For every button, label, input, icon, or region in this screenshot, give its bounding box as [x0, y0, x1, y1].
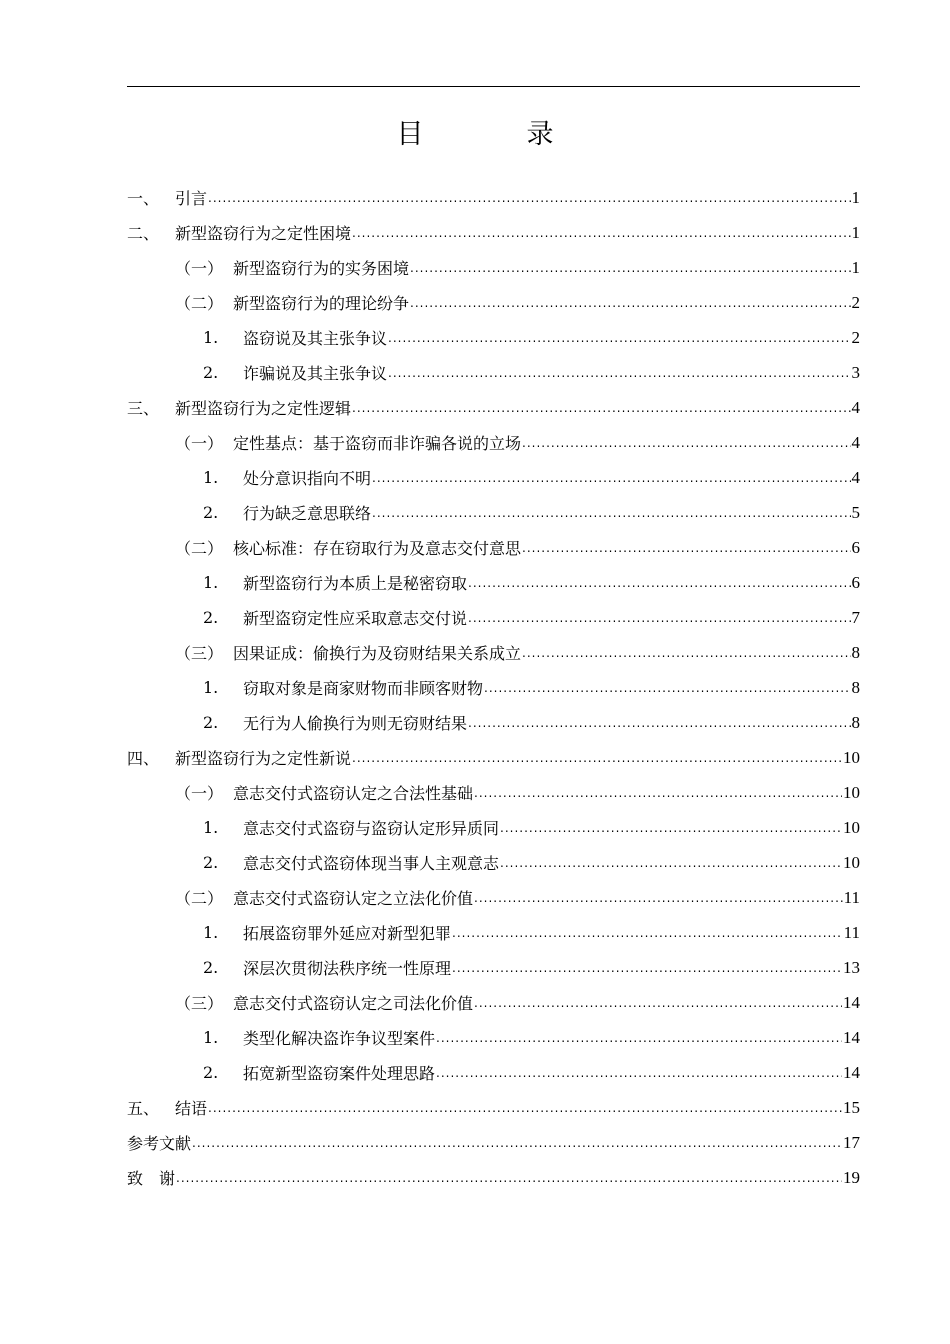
toc-entry-page: 1: [851, 257, 860, 277]
toc-entry-page: 14: [843, 1062, 860, 1082]
dot-leader: [410, 296, 850, 310]
dot-leader: [436, 1031, 842, 1045]
toc-entry[interactable]: [127, 1090, 860, 1125]
toc-entry[interactable]: [127, 985, 860, 1020]
toc-entry-number: 2.: [203, 363, 219, 382]
dot-leader: [500, 821, 842, 835]
dot-leader: [484, 681, 850, 695]
dot-leader: [352, 751, 842, 765]
dot-leader: [474, 996, 842, 1010]
toc-entry-title: 新型盗窃行为的理论纷争: [233, 294, 410, 313]
toc-entry-title: 行为缺乏意思联络: [243, 504, 372, 523]
toc-entry-page: 5: [851, 502, 860, 522]
toc-entry-page: 4: [851, 432, 860, 452]
toc-entry-title: 诈骗说及其主张争议: [243, 364, 388, 383]
toc-entry-page: 2: [851, 327, 860, 347]
toc-entry[interactable]: [127, 320, 860, 355]
toc-entry-number: 1.: [203, 923, 219, 942]
toc-entry-page: 7: [851, 607, 860, 627]
toc-entry-number: 2.: [203, 608, 219, 627]
toc-entry[interactable]: [127, 565, 860, 600]
toc-entry[interactable]: [127, 880, 860, 915]
toc-entry-title: 窃取对象是商家财物而非顾客财物: [243, 679, 484, 698]
toc-entry-number: 2.: [203, 958, 219, 977]
toc-entry-title: 引言: [175, 189, 208, 208]
toc-entry[interactable]: [127, 180, 860, 215]
toc-entry-number: 1.: [203, 328, 219, 347]
toc-entry[interactable]: [127, 845, 860, 880]
toc-entry[interactable]: [127, 670, 860, 705]
toc-entry[interactable]: [127, 250, 860, 285]
dot-leader: [176, 1171, 842, 1185]
toc-entry-title: 意志交付式盗窃认定之立法化价值: [233, 889, 474, 908]
toc-entry-title: 拓展盗窃罪外延应对新型犯罪: [243, 924, 452, 943]
toc-entry-page: 8: [851, 642, 860, 662]
toc-entry-number: 五、: [127, 1099, 160, 1118]
toc-entry-page: 10: [843, 782, 860, 802]
dot-leader: [388, 331, 850, 345]
toc-entry-title: 新型盗窃定性应采取意志交付说: [243, 609, 468, 628]
toc-entry[interactable]: [127, 635, 860, 670]
toc-entry-number: 2.: [203, 713, 219, 732]
toc-entry-title: 意志交付式盗窃认定之合法性基础: [233, 784, 474, 803]
dot-leader: [474, 786, 842, 800]
toc-entry-number: 一、: [127, 189, 160, 208]
toc-entry-number: 2.: [203, 503, 219, 522]
dot-leader: [468, 716, 850, 730]
toc-entry-number: （三）: [175, 994, 224, 1013]
toc-entry-page: 14: [843, 992, 860, 1012]
toc-entry-title: 因果证成：偷换行为及窃财结果关系成立: [233, 644, 522, 663]
dot-leader: [468, 576, 850, 590]
toc-entry-title: 类型化解决盗诈争议型案件: [243, 1029, 436, 1048]
toc-entry-page: 6: [851, 572, 860, 592]
toc-entry-page: 10: [843, 747, 860, 767]
dot-leader: [208, 1101, 842, 1115]
toc-entry-title: 深层次贯彻法秩序统一性原理: [243, 959, 452, 978]
toc-entry-number: 1.: [203, 468, 219, 487]
toc-entry-title: 盗窃说及其主张争议: [243, 329, 388, 348]
toc-entry-page: 14: [843, 1027, 860, 1047]
toc-entry-number: （二）: [175, 294, 224, 313]
dot-leader: [452, 961, 842, 975]
toc-entry-page: 10: [843, 817, 860, 837]
dot-leader: [468, 611, 850, 625]
toc-entry-page: 11: [843, 887, 860, 907]
toc-entry-title: 无行为人偷换行为则无窃财结果: [243, 714, 468, 733]
toc-entry-number: （一）: [175, 784, 224, 803]
toc-entry-number: （二）: [175, 539, 224, 558]
toc-entry-title: 意志交付式盗窃与盗窃认定形异质同: [243, 819, 500, 838]
toc-entry-number: 1.: [203, 678, 219, 697]
toc-entry-number: 三、: [127, 399, 160, 418]
toc-entry-page: 11: [843, 922, 860, 942]
toc-entry-page: 15: [843, 1097, 860, 1117]
toc-entry-title: 新型盗窃行为之定性困境: [175, 224, 352, 243]
dot-leader: [522, 646, 850, 660]
toc-entry[interactable]: [127, 740, 860, 775]
toc-entry-title: 处分意识指向不明: [243, 469, 372, 488]
dot-leader: [372, 506, 850, 520]
toc-entry-title: 致 谢: [127, 1169, 176, 1188]
toc-entry[interactable]: [127, 1160, 860, 1195]
toc-entry-title: 拓宽新型盗窃案件处理思路: [243, 1064, 436, 1083]
toc-entry[interactable]: [127, 600, 860, 635]
toc-entry-number: 二、: [127, 224, 160, 243]
dot-leader: [352, 401, 850, 415]
toc-entry[interactable]: [127, 775, 860, 810]
toc-entry-number: 1.: [203, 1028, 219, 1047]
toc-entry-title: 新型盗窃行为之定性新说: [175, 749, 352, 768]
toc-entry[interactable]: [127, 495, 860, 530]
dot-leader: [522, 436, 850, 450]
toc-entry-page: 17: [843, 1132, 860, 1152]
toc-entry[interactable]: [127, 285, 860, 320]
dot-leader: [352, 226, 850, 240]
dot-leader: [474, 891, 843, 905]
toc-entry-number: 2.: [203, 853, 219, 872]
toc-entry[interactable]: [127, 425, 860, 460]
toc-entry-number: （二）: [175, 889, 224, 908]
table-of-contents: [127, 180, 860, 1195]
toc-entry-page: 10: [843, 852, 860, 872]
dot-leader: [372, 471, 850, 485]
dot-leader: [522, 541, 850, 555]
toc-entry[interactable]: [127, 355, 860, 390]
toc-entry-title: 定性基点：基于盗窃而非诈骗各说的立场: [233, 434, 522, 453]
toc-entry-page: 19: [843, 1167, 860, 1187]
page-title: 目 录: [396, 119, 592, 150]
toc-entry[interactable]: [127, 705, 860, 740]
toc-entry-number: （一）: [175, 434, 224, 453]
toc-entry[interactable]: [127, 810, 860, 845]
dot-leader: [208, 191, 850, 205]
toc-entry-page: 1: [851, 222, 860, 242]
toc-entry-page: 4: [851, 397, 860, 417]
toc-entry-page: 13: [843, 957, 860, 977]
toc-entry[interactable]: [127, 390, 860, 425]
header-rule: [127, 86, 860, 87]
toc-entry-number: 1.: [203, 818, 219, 837]
toc-entry[interactable]: [127, 915, 860, 950]
toc-entry-title: 新型盗窃行为本质上是秘密窃取: [243, 574, 468, 593]
toc-entry-page: 8: [851, 712, 860, 732]
toc-entry[interactable]: [127, 1125, 860, 1160]
toc-entry-page: 6: [851, 537, 860, 557]
toc-entry-title: 参考文献: [127, 1134, 192, 1153]
toc-entry-page: 3: [851, 362, 860, 382]
toc-entry[interactable]: [127, 1020, 860, 1055]
toc-entry-title: 新型盗窃行为的实务困境: [233, 259, 410, 278]
toc-entry[interactable]: [127, 215, 860, 250]
toc-entry-number: 四、: [127, 749, 160, 768]
dot-leader: [388, 366, 850, 380]
toc-entry-page: 8: [851, 677, 860, 697]
toc-entry-number: 2.: [203, 1063, 219, 1082]
toc-entry[interactable]: [127, 950, 860, 985]
toc-entry-title: 意志交付式盗窃认定之司法化价值: [233, 994, 474, 1013]
toc-entry[interactable]: [127, 1055, 860, 1090]
toc-entry-title: 意志交付式盗窃体现当事人主观意志: [243, 854, 500, 873]
toc-entry[interactable]: [127, 530, 860, 565]
toc-entry[interactable]: [127, 460, 860, 495]
toc-entry-title: 新型盗窃行为之定性逻辑: [175, 399, 352, 418]
dot-leader: [192, 1136, 842, 1150]
dot-leader: [436, 1066, 842, 1080]
toc-entry-title: 核心标准：存在窃取行为及意志交付意思: [233, 539, 522, 558]
toc-entry-number: （三）: [175, 644, 224, 663]
toc-entry-number: 1.: [203, 573, 219, 592]
dot-leader: [452, 926, 843, 940]
toc-entry-page: 1: [851, 187, 860, 207]
dot-leader: [500, 856, 842, 870]
toc-entry-page: 4: [851, 467, 860, 487]
toc-entry-page: 2: [851, 292, 860, 312]
toc-entry-title: 结语: [175, 1099, 208, 1118]
toc-entry-number: （一）: [175, 259, 224, 278]
dot-leader: [410, 261, 850, 275]
